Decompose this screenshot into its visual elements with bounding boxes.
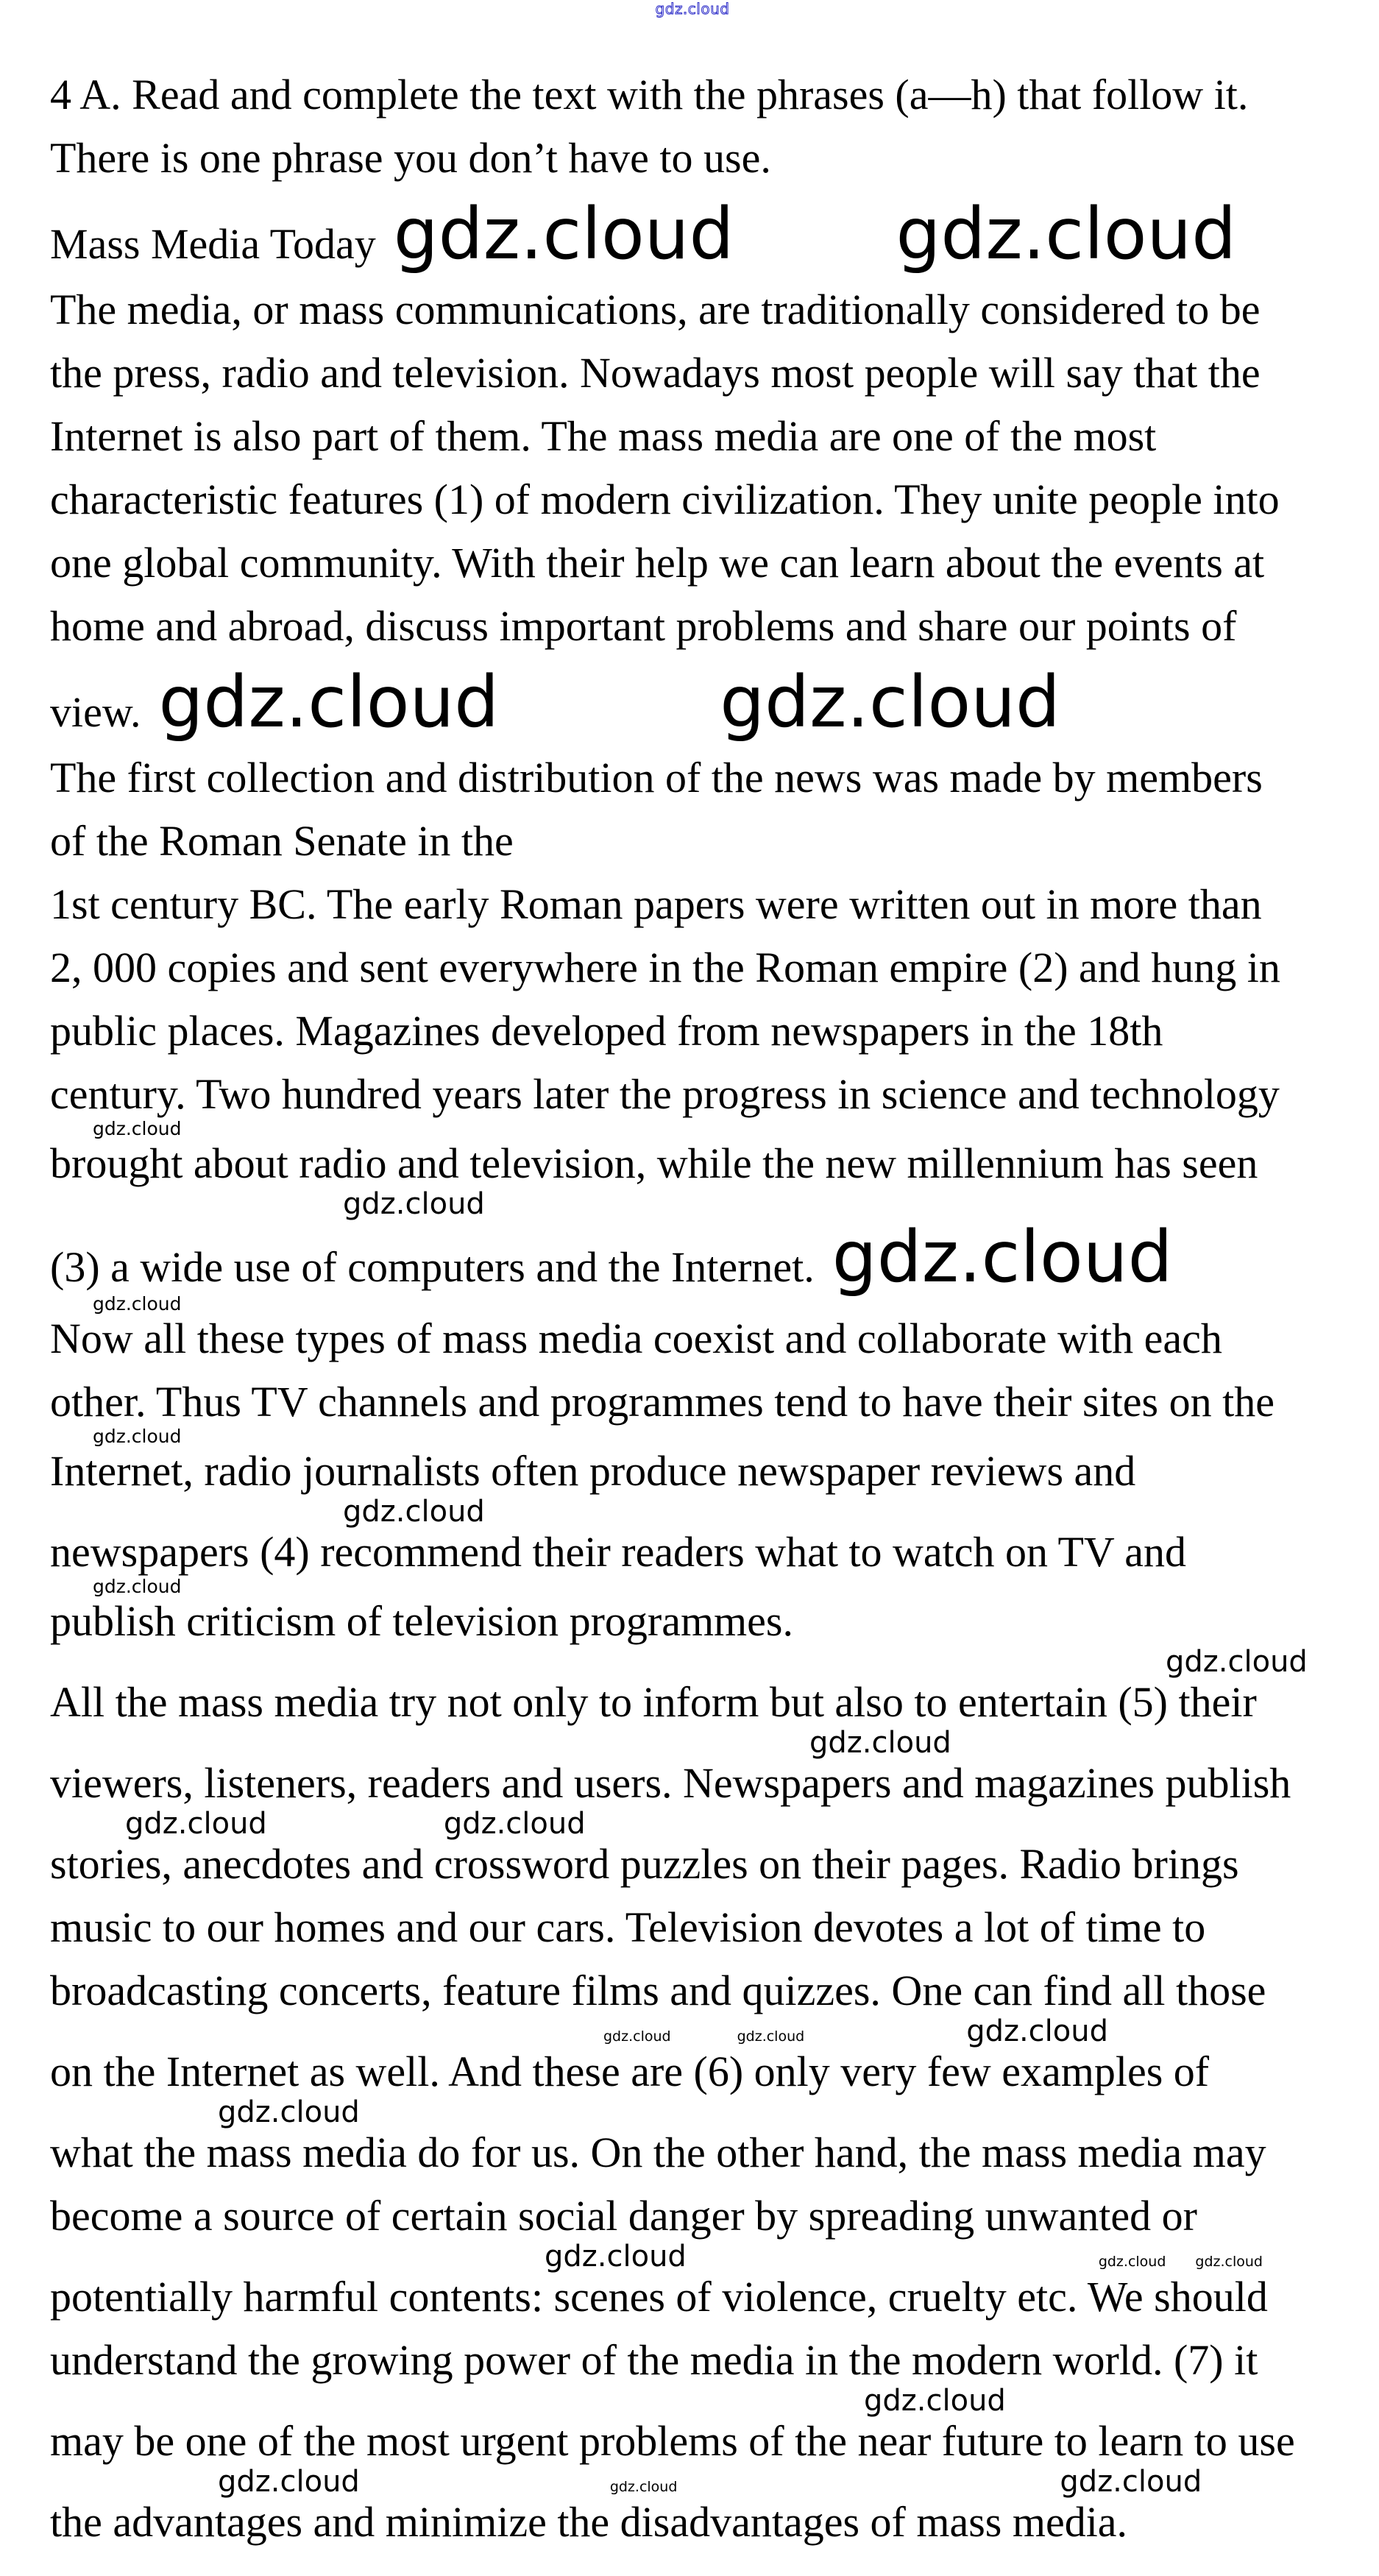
line-gap — [50, 1952, 1335, 1967]
body-line: broadcasting concerts, feature films and quizzes. One can find all those — [50, 1967, 1266, 2014]
line-gap — [50, 739, 1335, 754]
line-gap — [50, 1188, 1335, 1220]
line-gap — [50, 802, 1335, 817]
watermark: gdz.cloud — [343, 1495, 485, 1529]
watermark: gdz.cloud — [896, 193, 1237, 275]
line-gap — [50, 1727, 1335, 1759]
body-line: home and abroad, discuss important problems and share our points of — [50, 602, 1237, 650]
watermark: gdz.cloud — [809, 1726, 951, 1760]
watermark: gdz.cloud — [1166, 1645, 1308, 1679]
line-gap — [50, 929, 1335, 944]
watermark: gdz.cloud — [737, 2028, 805, 2045]
watermark: gdz.cloud — [393, 193, 734, 275]
body-line: the advantages and minimize the disadvantages of mass media. — [50, 2498, 1128, 2546]
body-line: public places. Magazines developed from newspapers in the 18th — [50, 1007, 1163, 1055]
line-gap — [50, 1119, 1335, 1139]
body-line: The first collection and distribution of the news was made by members — [50, 754, 1263, 802]
header-watermark-row — [50, 0, 1335, 31]
line-gap — [50, 1808, 1335, 1840]
body-line: century. Two hundred years later the progress in science and technology — [50, 1070, 1280, 1118]
body-line: The media, or mass communications, are traditionally considered to be — [50, 286, 1261, 333]
line-gap — [50, 2015, 1335, 2048]
line-gap — [50, 1577, 1335, 1597]
body-line: the press, radio and television. Nowadays most people will say that the — [50, 349, 1261, 397]
body-line: (3) a wide use of computers and the Internet. — [50, 1243, 815, 1291]
watermark: gdz.cloud — [93, 1426, 182, 1447]
line-gap — [50, 397, 1335, 412]
line-gap — [50, 1363, 1335, 1378]
watermark: gdz.cloud — [1098, 2254, 1166, 2270]
watermark: gdz.cloud — [832, 1216, 1173, 1298]
body-line: publish criticism of television programmes. — [50, 1597, 793, 1645]
body-line: Now all these types of mass media coexist and collaborate with each — [50, 1314, 1222, 1362]
line-gap — [50, 651, 1335, 665]
body-line: 2, 000 copies and sent everywhere in the Roman empire (2) and hung in — [50, 944, 1280, 991]
line-gap — [50, 1889, 1335, 1903]
line-gap — [50, 461, 1335, 475]
line-gap — [50, 1426, 1335, 1447]
line-gap — [50, 119, 1335, 134]
body-line: characteristic features (1) of modern civilization. They unite people into — [50, 475, 1280, 523]
body-line: become a source of certain social danger by spreading unwanted or — [50, 2192, 1197, 2240]
body-line: potentially harmful contents: scenes of violence, cruelty etc. We should — [50, 2273, 1268, 2321]
watermark: gdz.cloud — [93, 1118, 182, 1139]
body-line: brought about radio and television, while the new millennium has seen — [50, 1139, 1258, 1187]
watermark: gdz.cloud — [966, 2014, 1108, 2048]
task-instruction-line-1: 4 A. Read and complete the text with the phrases (a—h) that follow it. — [50, 71, 1249, 118]
body-line: Internet is also part of them. The mass media are one of the most — [50, 412, 1157, 460]
body-line-row — [50, 1216, 1335, 1298]
line-gap — [50, 2096, 1335, 2129]
body-line: other. Thus TV channels and programmes tend to have their sites on the — [50, 1378, 1275, 1426]
watermark: gdz.cloud — [218, 2465, 360, 2499]
line-gap — [50, 334, 1335, 349]
watermark: gdz.cloud — [443, 1807, 586, 1841]
line-gap — [50, 2240, 1335, 2273]
body-line: music to our homes and our cars. Television devotes a lot of time to — [50, 1903, 1206, 1951]
body-line: may be one of the most urgent problems of the near future to learn to use — [50, 2417, 1295, 2465]
line-gap — [50, 2466, 1335, 2498]
body-line: what the mass media do for us. On the other hand, the mass media may — [50, 2129, 1266, 2176]
line-gap — [50, 1496, 1335, 1528]
body-line: understand the growing power of the media in the modern world. (7) it — [50, 2336, 1258, 2384]
watermark: gdz.cloud — [609, 2479, 678, 2495]
body-line: viewers, listeners, readers and users. Newspapers and magazines publish — [50, 1759, 1291, 1807]
line-gap — [50, 866, 1335, 880]
body-line: on the Internet as well. And these are (6) only very few examples of — [50, 2048, 1210, 2095]
watermark: gdz.cloud — [1195, 2254, 1263, 2270]
title-row — [50, 193, 1335, 275]
body-line: 1st century BC. The early Roman papers were written out in more than — [50, 880, 1262, 928]
body-line: Internet, radio journalists often produce newspaper reviews and — [50, 1447, 1136, 1495]
watermark: gdz.cloud — [125, 1807, 267, 1841]
watermark: gdz.cloud — [218, 2095, 360, 2129]
text-title: Mass Media Today — [50, 220, 376, 268]
line-gap — [50, 2321, 1335, 2336]
watermark: gdz.cloud — [93, 1576, 182, 1597]
watermark: gdz.cloud — [864, 2384, 1006, 2418]
header-watermark: gdz.cloud — [655, 0, 730, 18]
watermark: gdz.cloud — [343, 1187, 485, 1221]
line-gap — [50, 1055, 1335, 1070]
watermark: gdz.cloud — [158, 661, 500, 743]
line-gap — [50, 1646, 1335, 1678]
top-spacer — [50, 31, 1335, 71]
task-instruction-line-2: There is one phrase you don’t have to use. — [50, 134, 771, 182]
watermark: gdz.cloud — [93, 1293, 182, 1314]
body-line: of the Roman Senate in the — [50, 817, 514, 865]
line-gap — [50, 587, 1335, 602]
line-gap — [50, 524, 1335, 539]
body-line: All the mass media try not only to inform but also to entertain (5) their — [50, 1678, 1257, 1726]
body-line-row — [50, 661, 1335, 743]
body-line: newspapers (4) recommend their readers what to watch on TV and — [50, 1528, 1186, 1576]
body-line: view. — [50, 688, 141, 736]
watermark: gdz.cloud — [1060, 2465, 1202, 2499]
line-gap — [50, 1294, 1335, 1314]
line-gap — [50, 2177, 1335, 2192]
line-gap — [50, 271, 1335, 286]
watermark: gdz.cloud — [545, 2240, 687, 2274]
watermark: gdz.cloud — [720, 661, 1060, 743]
line-gap — [50, 992, 1335, 1007]
line-gap — [50, 183, 1335, 197]
body-line: stories, anecdotes and crossword puzzles on their pages. Radio brings — [50, 1840, 1239, 1888]
body-line: one global community. With their help we can learn about the events at — [50, 539, 1265, 587]
watermark: gdz.cloud — [603, 2028, 671, 2045]
